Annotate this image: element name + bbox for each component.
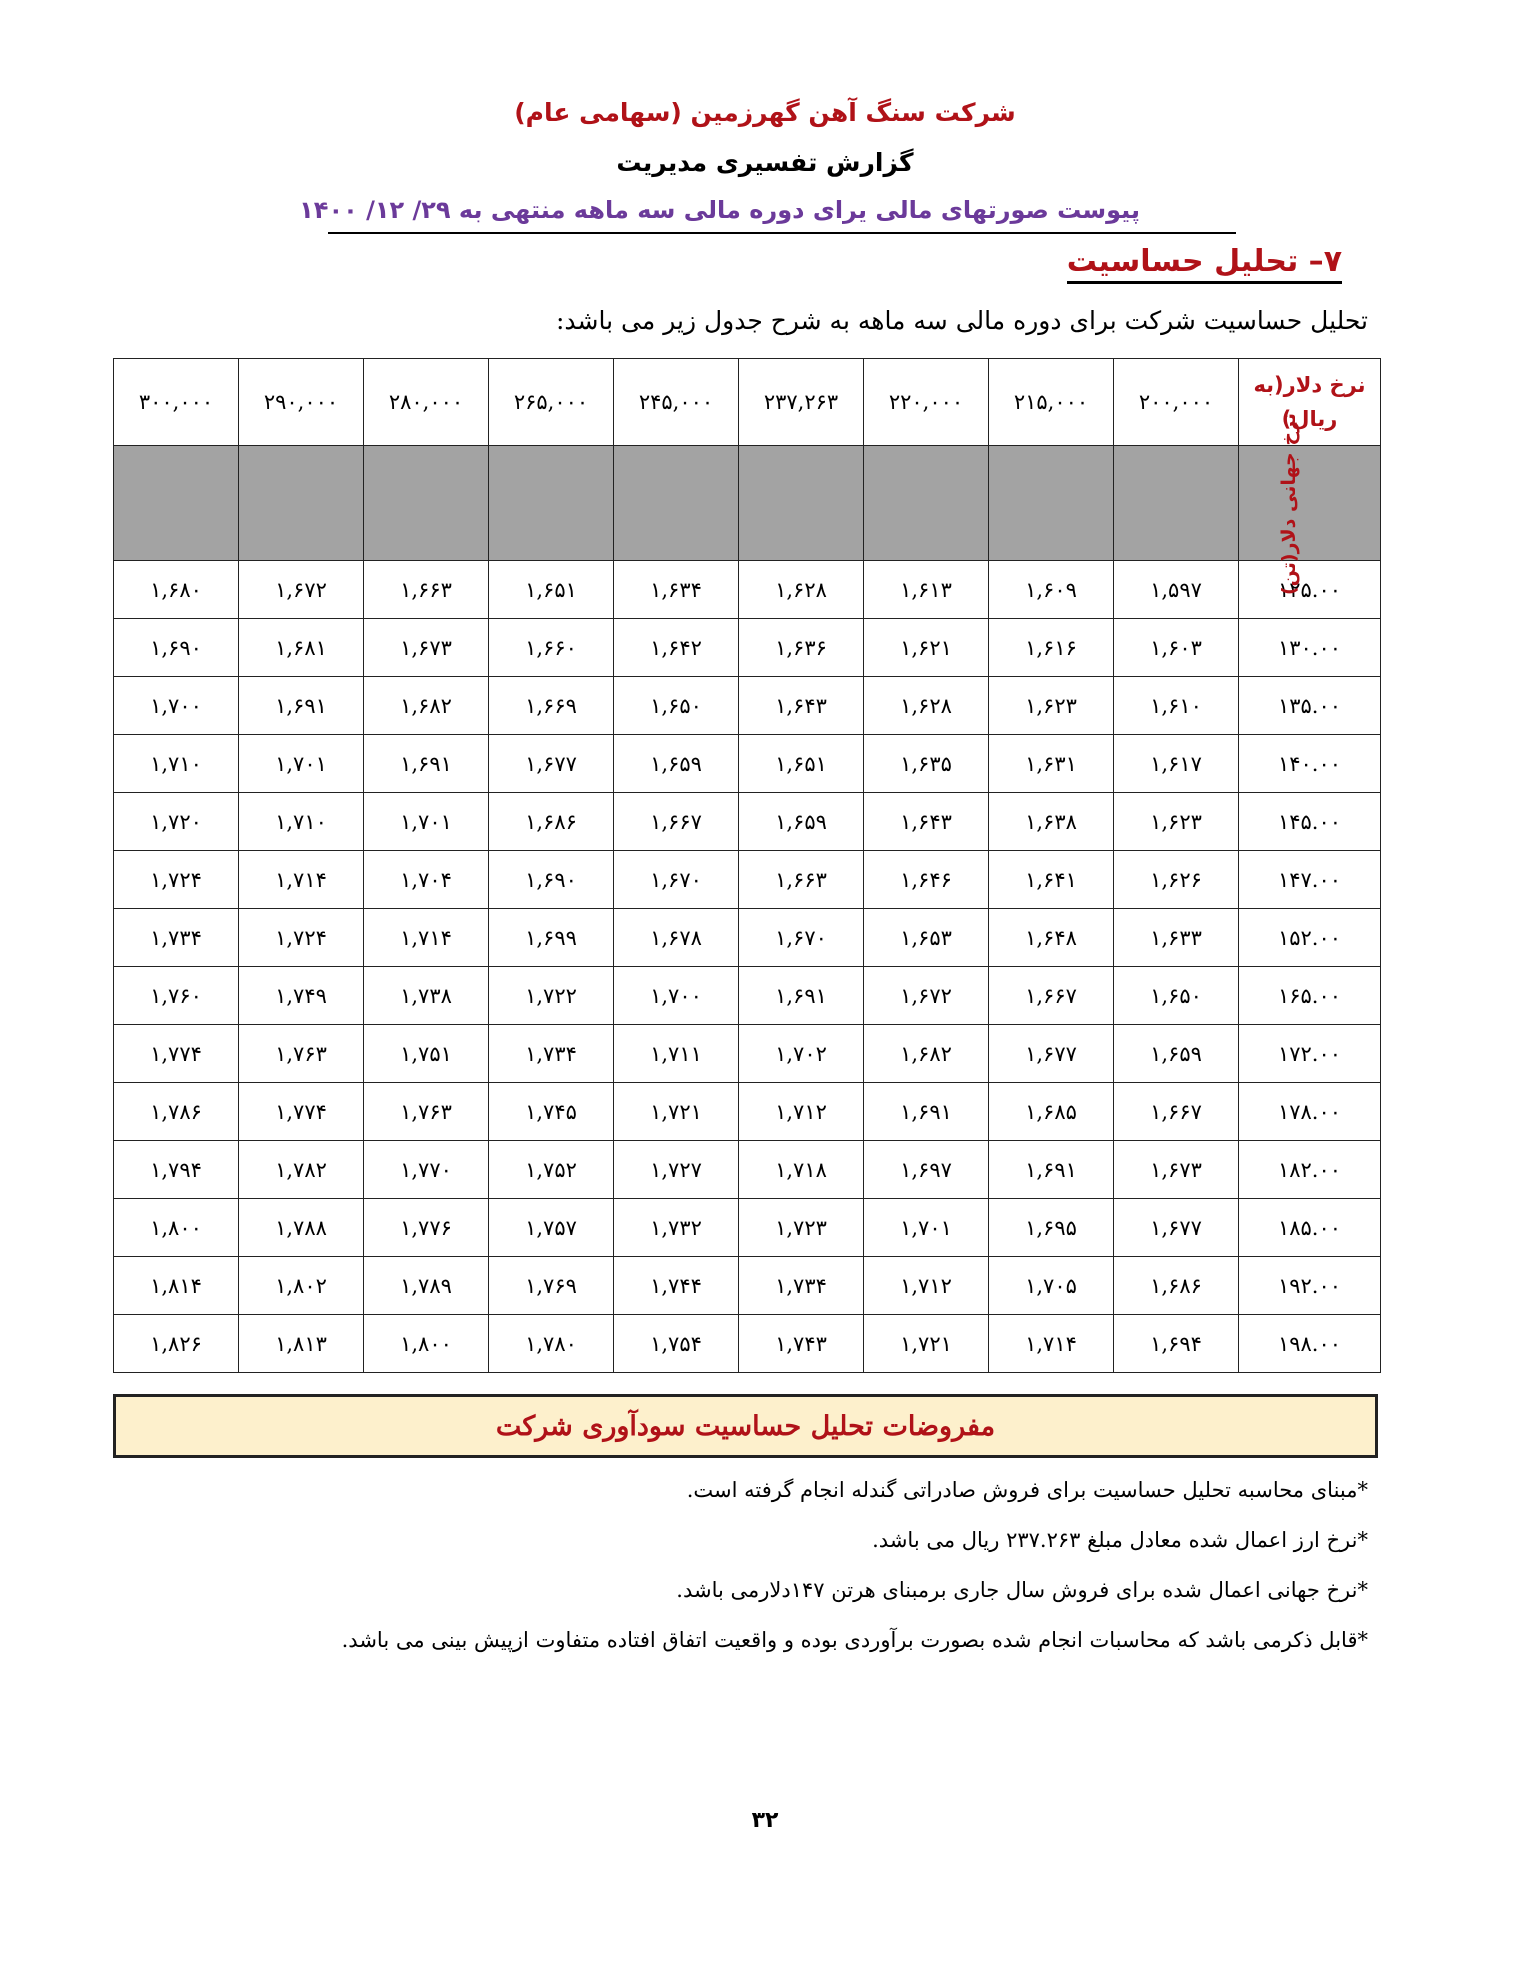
table-cell: ۱,۶۹۱ <box>739 967 864 1025</box>
row-label: ۱۶۵.۰۰ <box>1239 967 1381 1025</box>
assumption-note: *نرخ جهانی اعمال شده برای فروش سال جاری برمبنای هرتن ۱۴۷دلارمی باشد. <box>676 1578 1368 1602</box>
table-row <box>114 619 1381 677</box>
row-label: ۱۸۲.۰۰ <box>1239 1141 1381 1199</box>
table-cell: ۱,۶۹۵ <box>989 1199 1114 1257</box>
table-cell: ۱,۶۷۲ <box>864 967 989 1025</box>
column-header: ۲۴۵,۰۰۰ <box>614 359 739 446</box>
table-cell: ۱,۷۰۵ <box>989 1257 1114 1315</box>
row-label: ۱۴۰.۰۰ <box>1239 735 1381 793</box>
table-cell: ۱,۶۱۰ <box>1114 677 1239 735</box>
table-cell: ۱,۶۶۰ <box>489 619 614 677</box>
table-cell: ۱,۶۹۱ <box>989 1141 1114 1199</box>
table-cell: ۱,۶۲۸ <box>864 677 989 735</box>
table-cell: ۱,۶۷۸ <box>614 909 739 967</box>
row-label: ۱۴۷.۰۰ <box>1239 851 1381 909</box>
table-cell: ۱,۷۱۴ <box>364 909 489 967</box>
table-cell: ۱,۶۲۱ <box>864 619 989 677</box>
table-cell: ۱,۷۵۷ <box>489 1199 614 1257</box>
table-cell: ۱,۷۴۵ <box>489 1083 614 1141</box>
table-cell: ۱,۶۷۷ <box>489 735 614 793</box>
table-cell: ۱,۷۵۱ <box>364 1025 489 1083</box>
gray-cell <box>614 446 739 561</box>
row-label: ۱۳۵.۰۰ <box>1239 677 1381 735</box>
table-cell: ۱,۷۳۲ <box>614 1199 739 1257</box>
table-cell: ۱,۶۱۶ <box>989 619 1114 677</box>
table-cell: ۱,۸۱۴ <box>114 1257 239 1315</box>
table-cell: ۱,۷۶۳ <box>364 1083 489 1141</box>
table-cell: ۱,۶۷۲ <box>239 561 364 619</box>
row-label: ۱۷۲.۰۰ <box>1239 1025 1381 1083</box>
section-intro: تحلیل حساسیت شرکت برای دوره مالی سه ماهه به شرح جدول زیر می باشد: <box>556 306 1368 335</box>
table-cell: ۱,۶۴۳ <box>739 677 864 735</box>
table-cell: ۱,۷۲۲ <box>489 967 614 1025</box>
table-cell: ۱,۶۶۷ <box>989 967 1114 1025</box>
table-row <box>114 967 1381 1025</box>
table-row <box>114 677 1381 735</box>
table-cell: ۱,۷۲۴ <box>114 851 239 909</box>
table-cell: ۱,۷۰۱ <box>239 735 364 793</box>
table-cell: ۱,۷۳۸ <box>364 967 489 1025</box>
table-cell: ۱,۶۶۳ <box>739 851 864 909</box>
table-cell: ۱,۷۲۳ <box>739 1199 864 1257</box>
assumption-note: *مبنای محاسبه تحلیل حساسیت برای فروش صادراتی گندله انجام گرفته است. <box>686 1478 1368 1502</box>
gray-label: نرخ جهانی دلار(تن) <box>1277 412 1300 595</box>
table-cell: ۱,۶۸۵ <box>989 1083 1114 1141</box>
assumption-note: *قابل ذکرمی باشد که محاسبات انجام شده بصورت برآوردی بوده و واقعیت اتفاق افتاده متفاوت ازپیش بینی می باشد. <box>341 1628 1368 1652</box>
table-cell: ۱,۷۷۴ <box>114 1025 239 1083</box>
table-cell: ۱,۶۳۴ <box>614 561 739 619</box>
table-cell: ۱,۷۴۹ <box>239 967 364 1025</box>
table-cell: ۱,۶۹۱ <box>239 677 364 735</box>
table-cell: ۱,۷۹۴ <box>114 1141 239 1199</box>
row-label: ۱۸۵.۰۰ <box>1239 1199 1381 1257</box>
table-cell: ۱,۶۷۰ <box>739 909 864 967</box>
assumptions-title: مفروضات تحلیل حساسیت سودآوری شرکت <box>495 1410 996 1442</box>
column-header: ۲۶۵,۰۰۰ <box>489 359 614 446</box>
column-header: ۲۱۵,۰۰۰ <box>989 359 1114 446</box>
table-cell: ۱,۷۴۳ <box>739 1315 864 1373</box>
table-cell: ۱,۶۲۶ <box>1114 851 1239 909</box>
table-cell: ۱,۶۸۱ <box>239 619 364 677</box>
table-cell: ۱,۶۲۳ <box>989 677 1114 735</box>
table-cell: ۱,۶۹۹ <box>489 909 614 967</box>
table-cell: ۱,۷۵۲ <box>489 1141 614 1199</box>
gray-cell <box>489 446 614 561</box>
table-cell: ۱,۶۸۲ <box>864 1025 989 1083</box>
table-cell: ۱,۶۵۱ <box>489 561 614 619</box>
assumptions-box <box>113 1394 1378 1458</box>
section-title: ۷– تحلیل حساسیت <box>1067 244 1342 284</box>
table-row <box>114 851 1381 909</box>
gray-cell <box>989 446 1114 561</box>
table-cell: ۱,۶۶۷ <box>1114 1083 1239 1141</box>
row-label: ۱۹۲.۰۰ <box>1239 1257 1381 1315</box>
table-cell: ۱,۸۰۲ <box>239 1257 364 1315</box>
table-row <box>114 909 1381 967</box>
table-cell: ۱,۷۱۲ <box>864 1257 989 1315</box>
table-cell: ۱,۷۷۶ <box>364 1199 489 1257</box>
table-cell: ۱,۶۹۴ <box>1114 1315 1239 1373</box>
table-cell: ۱,۷۷۴ <box>239 1083 364 1141</box>
table-cell: ۱,۶۶۳ <box>364 561 489 619</box>
table-row <box>114 1257 1381 1315</box>
table-cell: ۱,۷۱۴ <box>239 851 364 909</box>
table-cell: ۱,۷۰۰ <box>114 677 239 735</box>
table-cell: ۱,۷۱۴ <box>989 1315 1114 1373</box>
table-cell: ۱,۶۶۷ <box>614 793 739 851</box>
table-cell: ۱,۷۲۷ <box>614 1141 739 1199</box>
table-cell: ۱,۷۸۰ <box>489 1315 614 1373</box>
table-cell: ۱,۷۰۱ <box>864 1199 989 1257</box>
table-cell: ۱,۶۸۰ <box>114 561 239 619</box>
table-cell: ۱,۷۷۰ <box>364 1141 489 1199</box>
table-cell: ۱,۶۲۸ <box>739 561 864 619</box>
table-cell: ۱,۶۲۳ <box>1114 793 1239 851</box>
table-cell: ۱,۶۷۷ <box>1114 1199 1239 1257</box>
table-cell: ۱,۷۳۴ <box>739 1257 864 1315</box>
sensitivity-table <box>113 358 1381 1373</box>
column-header: ۲۳۷,۲۶۳ <box>739 359 864 446</box>
table-cell: ۱,۶۸۶ <box>489 793 614 851</box>
table-cell: ۱,۶۱۷ <box>1114 735 1239 793</box>
column-header: ۲۸۰,۰۰۰ <box>364 359 489 446</box>
table-cell: ۱,۶۸۶ <box>1114 1257 1239 1315</box>
row-label: ۱۹۸.۰۰ <box>1239 1315 1381 1373</box>
report-title: گزارش تفسیری مدیریت <box>616 148 914 177</box>
gray-cell <box>114 446 239 561</box>
table-cell: ۱,۷۰۲ <box>739 1025 864 1083</box>
table-cell: ۱,۶۸۲ <box>364 677 489 735</box>
table-cell: ۱,۷۱۰ <box>114 735 239 793</box>
table-cell: ۱,۶۳۶ <box>739 619 864 677</box>
company-name: شرکت سنگ آهن گهرزمین (سهامی عام) <box>514 98 1016 127</box>
table-cell: ۱,۶۴۸ <box>989 909 1114 967</box>
table-cell: ۱,۷۶۳ <box>239 1025 364 1083</box>
table-row <box>114 1141 1381 1199</box>
row-label: ۱۵۲.۰۰ <box>1239 909 1381 967</box>
table-cell: ۱,۷۳۴ <box>114 909 239 967</box>
table-row <box>114 1025 1381 1083</box>
column-header: ۲۹۰,۰۰۰ <box>239 359 364 446</box>
column-header: ۳۰۰,۰۰۰ <box>114 359 239 446</box>
row-label: ۱۷۸.۰۰ <box>1239 1083 1381 1141</box>
row-label: ۱۲۵.۰۰ <box>1239 561 1381 619</box>
table-row <box>114 793 1381 851</box>
table-cell: ۱,۸۰۰ <box>364 1315 489 1373</box>
table-cell: ۱,۷۸۸ <box>239 1199 364 1257</box>
table-row <box>114 1083 1381 1141</box>
table-cell: ۱,۶۳۱ <box>989 735 1114 793</box>
gray-cell <box>364 446 489 561</box>
table-cell: ۱,۷۴۴ <box>614 1257 739 1315</box>
assumption-note: *نرخ ارز اعمال شده معادل مبلغ ۲۳۷.۲۶۳ ریال می باشد. <box>872 1528 1368 1552</box>
table-cell: ۱,۷۵۴ <box>614 1315 739 1373</box>
table-cell: ۱,۶۹۱ <box>364 735 489 793</box>
table-cell: ۱,۷۱۱ <box>614 1025 739 1083</box>
gray-cell <box>239 446 364 561</box>
table-cell: ۱,۶۴۳ <box>864 793 989 851</box>
table-cell: ۱,۶۴۱ <box>989 851 1114 909</box>
table-cell: ۱,۷۶۹ <box>489 1257 614 1315</box>
table-cell: ۱,۶۹۰ <box>489 851 614 909</box>
table-cell: ۱,۸۱۳ <box>239 1315 364 1373</box>
table-cell: ۱,۵۹۷ <box>1114 561 1239 619</box>
row-label: ۱۳۰.۰۰ <box>1239 619 1381 677</box>
row-label: ۱۴۵.۰۰ <box>1239 793 1381 851</box>
report-subtitle: پیوست صورتهای مالی یرای دوره مالی سه ماهه منتهی به ۲۹/ ۱۲/ ۱۴۰۰ <box>299 196 1140 224</box>
table-row <box>114 1315 1381 1373</box>
table-cell: ۱,۶۵۰ <box>614 677 739 735</box>
table-cell: ۱,۷۰۴ <box>364 851 489 909</box>
table-cell: ۱,۶۵۱ <box>739 735 864 793</box>
table-cell: ۱,۶۹۱ <box>864 1083 989 1141</box>
table-cell: ۱,۶۰۳ <box>1114 619 1239 677</box>
gray-cell <box>864 446 989 561</box>
table-cell: ۱,۷۰۱ <box>364 793 489 851</box>
corner-label: نرخ دلار(به ریال) <box>1239 359 1381 446</box>
table-cell: ۱,۷۲۰ <box>114 793 239 851</box>
gray-row <box>114 446 1381 561</box>
table-cell: ۱,۷۸۲ <box>239 1141 364 1199</box>
table-cell: ۱,۶۴۶ <box>864 851 989 909</box>
table-row <box>114 1199 1381 1257</box>
table-cell: ۱,۷۸۶ <box>114 1083 239 1141</box>
table-cell: ۱,۶۷۷ <box>989 1025 1114 1083</box>
table-cell: ۱,۶۵۹ <box>739 793 864 851</box>
table-cell: ۱,۷۲۱ <box>614 1083 739 1141</box>
column-header: ۲۲۰,۰۰۰ <box>864 359 989 446</box>
table-row <box>114 735 1381 793</box>
table-cell: ۱,۷۱۸ <box>739 1141 864 1199</box>
table-cell: ۱,۷۰۰ <box>614 967 739 1025</box>
table-cell: ۱,۶۴۲ <box>614 619 739 677</box>
table-cell: ۱,۶۷۰ <box>614 851 739 909</box>
table-cell: ۱,۷۱۰ <box>239 793 364 851</box>
table-cell: ۱,۷۲۱ <box>864 1315 989 1373</box>
table-cell: ۱,۷۱۲ <box>739 1083 864 1141</box>
table-cell: ۱,۶۳۵ <box>864 735 989 793</box>
page-number: ۳۲ <box>751 1808 779 1833</box>
table-cell: ۱,۶۳۸ <box>989 793 1114 851</box>
table-cell: ۱,۶۶۹ <box>489 677 614 735</box>
header-row <box>114 359 1381 446</box>
table-cell: ۱,۶۵۳ <box>864 909 989 967</box>
table-cell: ۱,۷۶۰ <box>114 967 239 1025</box>
table-cell: ۱,۷۲۴ <box>239 909 364 967</box>
header-divider <box>328 232 1236 234</box>
table-cell: ۱,۶۵۰ <box>1114 967 1239 1025</box>
table-cell: ۱,۸۲۶ <box>114 1315 239 1373</box>
table-cell: ۱,۸۰۰ <box>114 1199 239 1257</box>
table-cell: ۱,۷۳۴ <box>489 1025 614 1083</box>
table-cell: ۱,۶۱۳ <box>864 561 989 619</box>
column-header: ۲۰۰,۰۰۰ <box>1114 359 1239 446</box>
table-cell: ۱,۶۷۳ <box>364 619 489 677</box>
table-row <box>114 561 1381 619</box>
table-cell: ۱,۶۳۳ <box>1114 909 1239 967</box>
table-cell: ۱,۶۰۹ <box>989 561 1114 619</box>
table-cell: ۱,۷۸۹ <box>364 1257 489 1315</box>
table-cell: ۱,۶۷۳ <box>1114 1141 1239 1199</box>
table-cell: ۱,۶۵۹ <box>614 735 739 793</box>
gray-cell <box>739 446 864 561</box>
table-cell: ۱,۶۹۷ <box>864 1141 989 1199</box>
table-cell: ۱,۶۵۹ <box>1114 1025 1239 1083</box>
table-cell: ۱,۶۹۰ <box>114 619 239 677</box>
